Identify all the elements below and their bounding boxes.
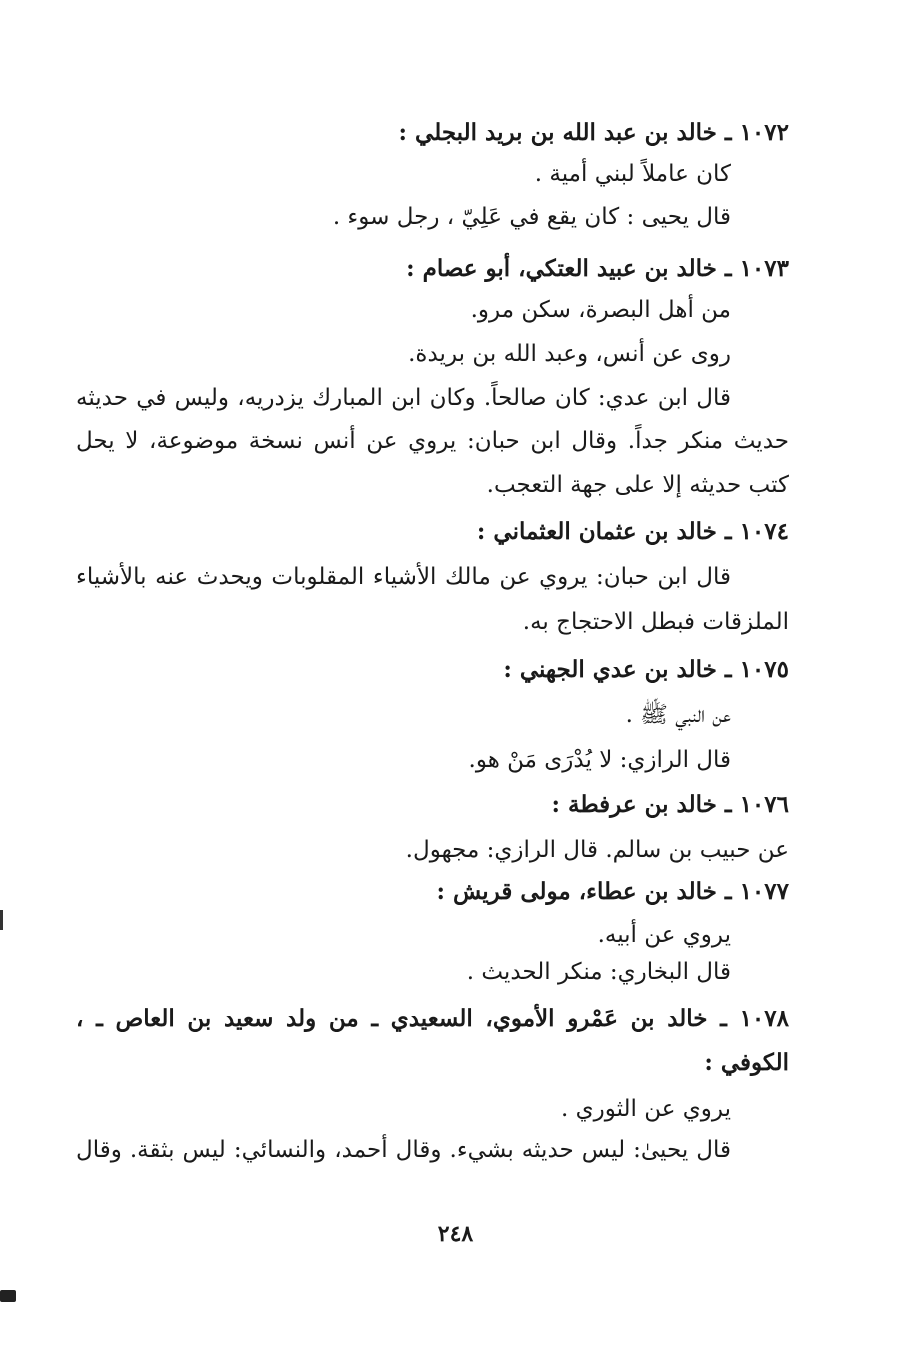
entry-text-line: كان عاملاً لبني أمية . (534, 161, 731, 187)
entry-text-line: كتب حديثه إلا على جهة التعجب. (486, 472, 789, 498)
entry-text-line: من أهل البصرة، سكن مرو. (470, 297, 731, 323)
entry-text-line: يروي عن أبيه. (597, 922, 731, 948)
entry-heading-1078: ١٠٧٨ ـ خالد بن عَمْرو الأموي، السعيدي ـ من ولد سعيد بن العاص ـ ، (76, 1005, 789, 1032)
entry-heading-1073: ١٠٧٣ ـ خالد بن عبيد العتكي، أبو عصام : (406, 255, 789, 282)
entry-heading-continuation: الكوفي : (704, 1049, 789, 1076)
entry-text-line: قال البخاري: منكر الحديث . (466, 959, 731, 985)
page-number: ٢٤٨ (437, 1221, 474, 1247)
entry-heading-1072: ١٠٧٢ ـ خالد بن عبد الله بن بريد البجلي : (398, 119, 789, 146)
entry-text-line: يروي عن الثوري . (560, 1096, 731, 1122)
entry-heading-1075: ١٠٧٥ ـ خالد بن عدي الجهني : (503, 656, 789, 683)
entry-heading-1074: ١٠٧٤ ـ خالد بن عثمان العثماني : (476, 518, 789, 545)
entry-heading-1077: ١٠٧٧ ـ خالد بن عطاء، مولى قريش : (436, 878, 789, 905)
scan-edge-mark (0, 910, 3, 930)
entry-text-line: روى عن أنس، وعبد الله بن بريدة. (408, 341, 731, 367)
entry-text-line: قال يحيىٰ: ليس حديثه بشيء. وقال أحمد، والنسائي: ليس بثقة. وقال (76, 1137, 731, 1163)
entry-text-line: قال ابن عدي: كان صالحاً. وكان ابن المبارك يزدريه، وليس في حديثه (76, 385, 731, 411)
scan-corner-mark (0, 1290, 16, 1302)
entry-text-line: عن حبيب بن سالم. قال الرازي: مجهول. (405, 837, 789, 863)
entry-heading-1076: ١٠٧٦ ـ خالد بن عرفطة : (551, 791, 789, 818)
entry-text-line: قال ابن حبان: يروي عن مالك الأشياء المقلوبات ويحدث عنه بالأشياء (76, 564, 731, 590)
entry-text-line: قال الرازي: لا يُدْرَى مَنْ هو. (468, 747, 731, 773)
entry-text-line: عن النبي ﷺ . (625, 702, 731, 728)
entry-text-line: حديث منكر جداً. وقال ابن حبان: يروي عن أنس نسخة موضوعة، لا يحل (76, 428, 789, 454)
entry-text-line: الملزقات فبطل الاحتجاج به. (522, 609, 789, 635)
entry-text-line: قال يحيى : كان يقع في عَلِيّ ، رجل سوء . (332, 204, 731, 230)
